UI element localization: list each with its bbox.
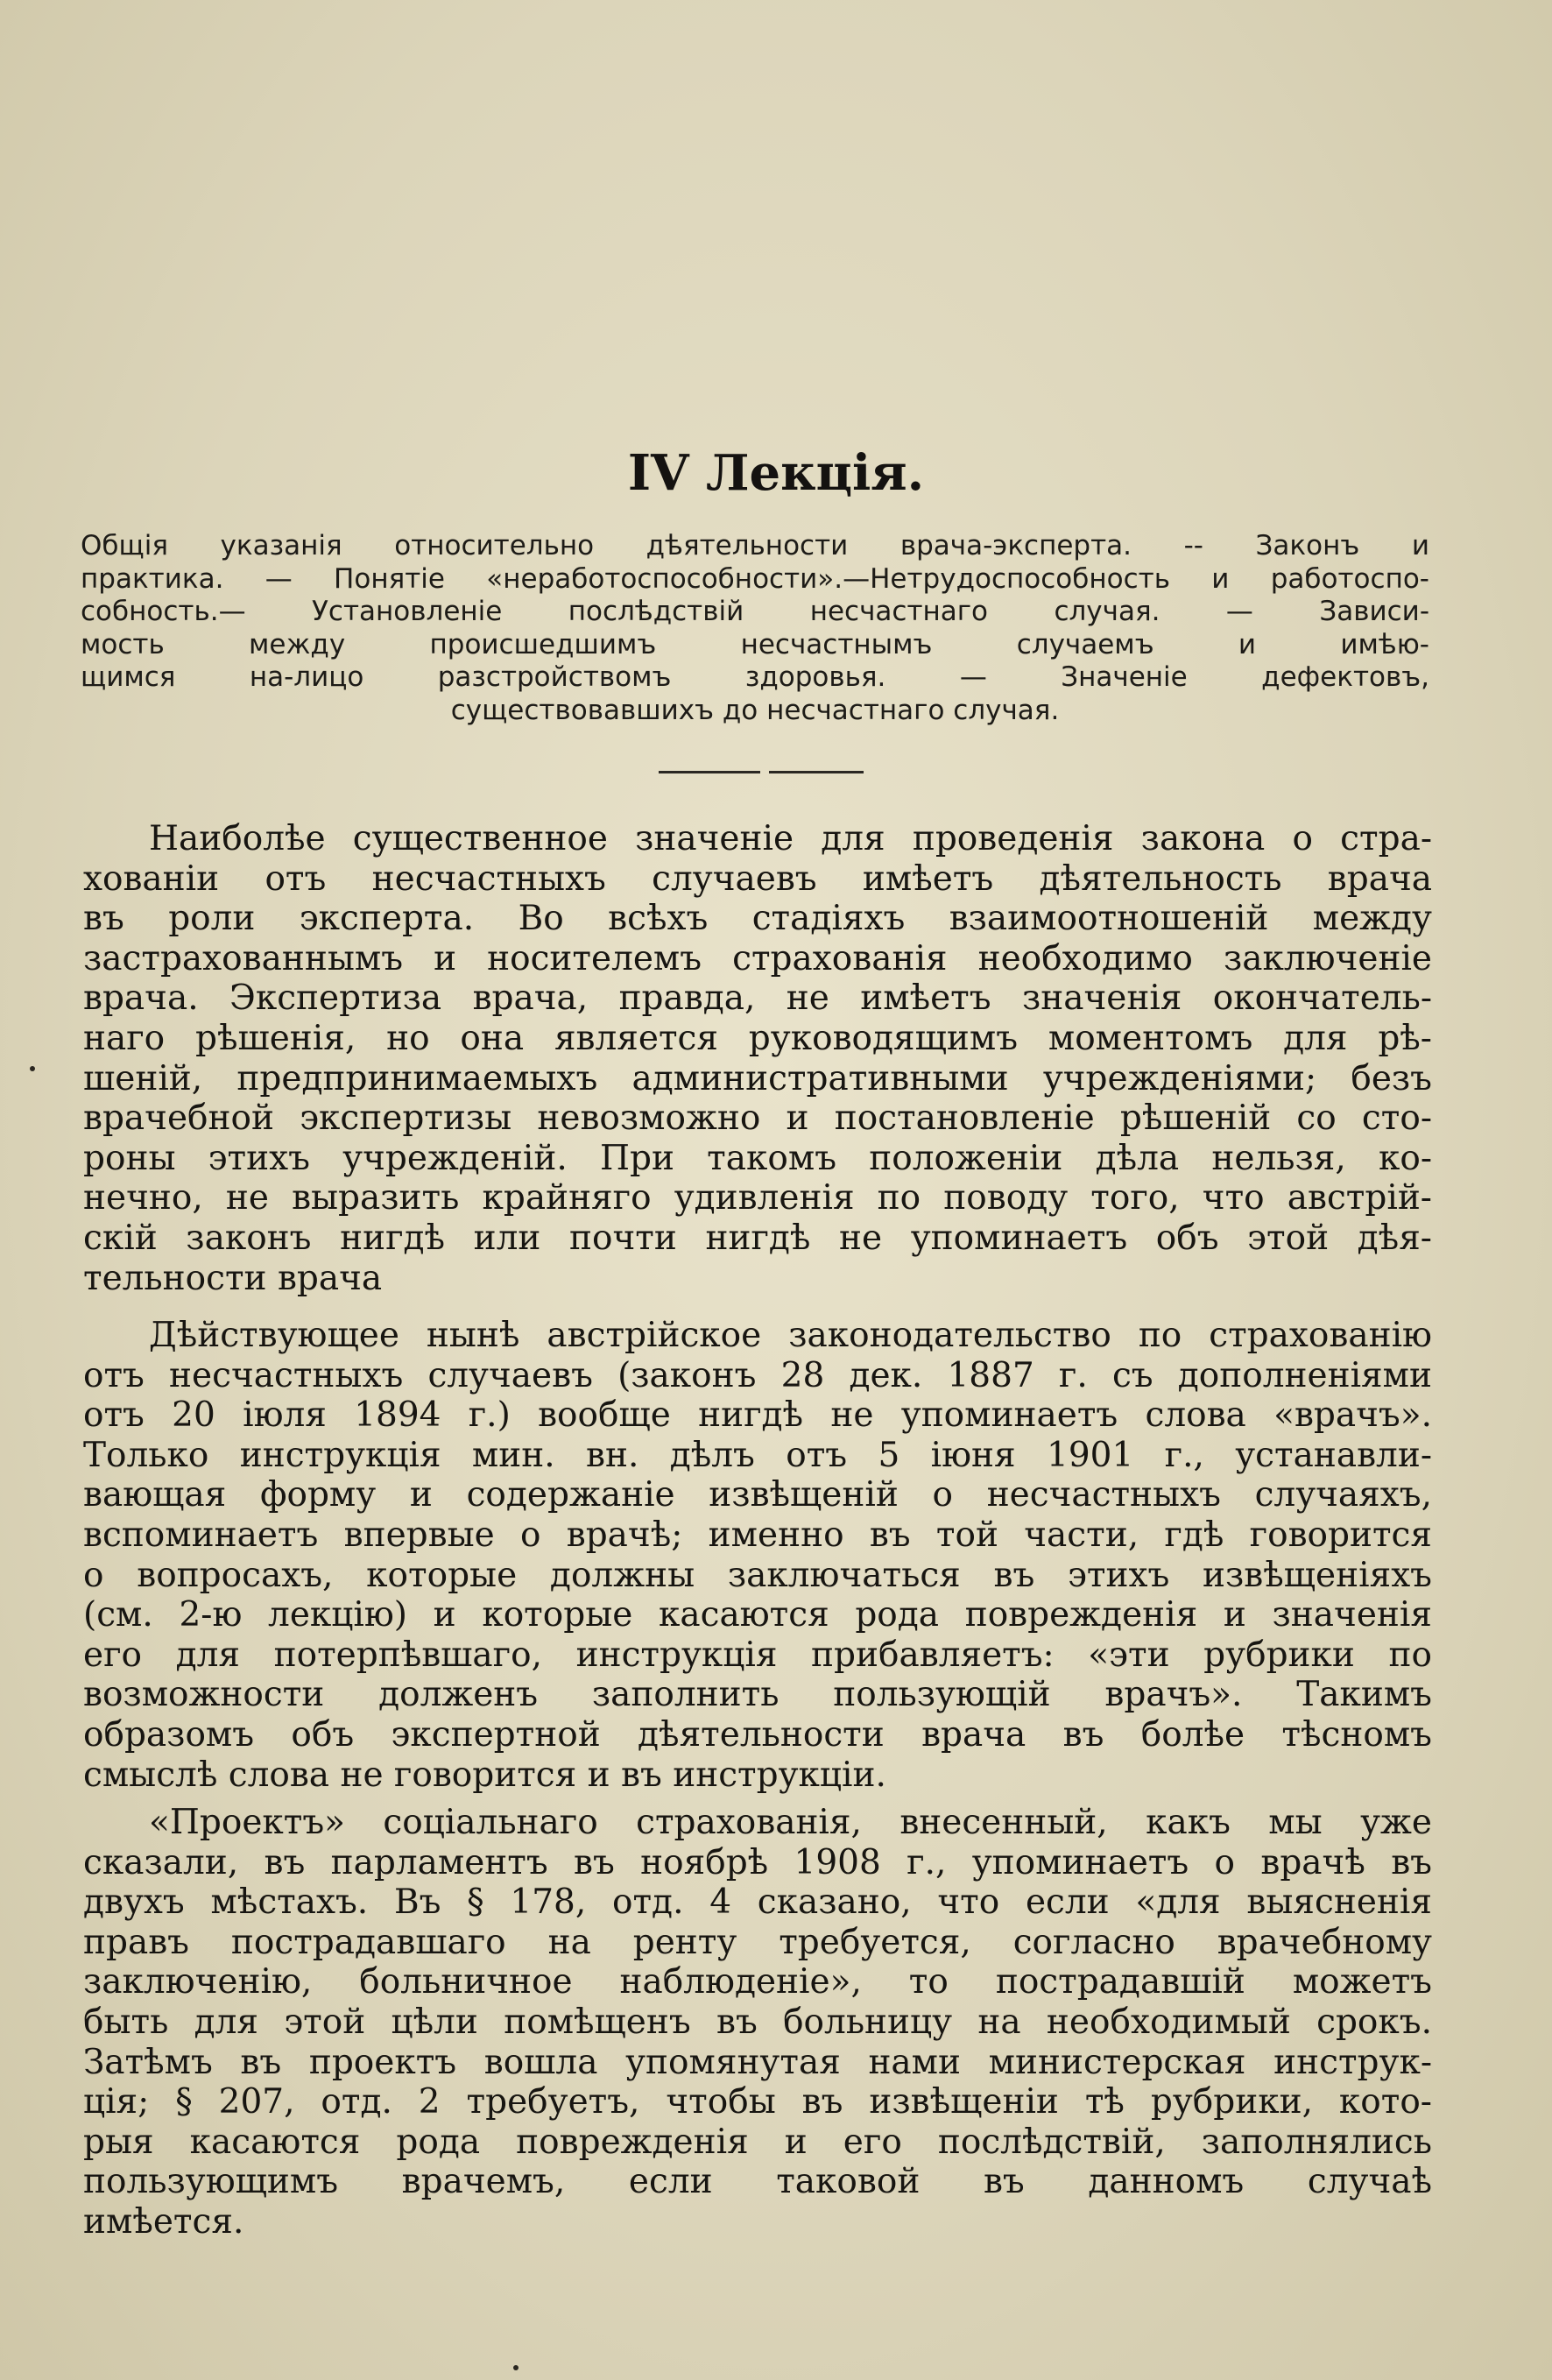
text-line: (см. 2-ю лекцію) и которые касаются рода поврежденія и значенія [83, 1595, 1432, 1635]
text-line: пользующимъ врачемъ, если таковой въ данномъ случаѣ [83, 2162, 1432, 2202]
text-line: наго рѣшенія, но она является руководящимъ моментомъ для рѣ- [83, 1018, 1432, 1058]
lecture-summary [81, 530, 1429, 727]
paragraph-1 [83, 819, 1432, 1298]
paragraph-3 [83, 1803, 1432, 2242]
text-line: врачебной экспертизы невозможно и постановленіе рѣшеній со сто- [83, 1098, 1432, 1139]
text-line: двухъ мѣстахъ. Въ § 178, отд. 4 сказано, что если «для выясненія [83, 1882, 1432, 1923]
text-line: роны этихъ учрежденій. При такомъ положеніи дѣла нельзя, ко- [83, 1138, 1432, 1178]
text-line: въ роли эксперта. Во всѣхъ стадіяхъ взаимоотношеній между [83, 899, 1432, 939]
text-line: о вопросахъ, которые должны заключаться въ этихъ извѣщеніяхъ [83, 1555, 1432, 1595]
lecture-heading: IV Лекція. [627, 444, 925, 502]
section-divider [659, 771, 760, 773]
text-line: смыслѣ слова не говорится и въ инструкціи. [83, 1755, 886, 1795]
text-line: вспоминаетъ впервые о врачѣ; именно въ той части, гдѣ говорится [83, 1515, 1432, 1555]
text-line: отъ несчастныхъ случаевъ (законъ 28 дек. 1887 г. съ дополненіями [83, 1355, 1432, 1395]
text-line: возможности долженъ заполнить пользующій врачъ». Такимъ [83, 1675, 1432, 1715]
text-line: скій законъ нигдѣ или почти нигдѣ не упоминаетъ объ этой дѣя- [83, 1218, 1432, 1258]
summary-line: щимся на-лицо разстройствомъ здоровья. — Значеніе дефектовъ, [81, 661, 1429, 693]
text-line: заключенію, больничное наблюденіе», то пострадавшій можетъ [83, 1962, 1432, 2002]
text-line: образомъ объ экспертной дѣятельности врача въ болѣе тѣсномъ [83, 1714, 1432, 1755]
text-line: тельности врача [83, 1258, 383, 1298]
text-line: шеній, предпринимаемыхъ административными учрежденіями; безъ [83, 1058, 1432, 1098]
text-line: правъ пострадавшаго на ренту требуется, согласно врачебному [83, 1922, 1432, 1962]
text-line: «Проектъ» соціальнаго страхованія, внесенный, какъ мы уже [149, 1803, 1432, 1842]
summary-line: практика. — Понятіе «неработоспособности».—Нетрудоспособность и работоспо- [81, 562, 1429, 595]
summary-line: мость между происшедшимъ несчастнымъ случаемъ и имѣю- [81, 628, 1429, 660]
text-line: застрахованнымъ и носителемъ страхованія необходимо заключеніе [83, 938, 1432, 978]
text-line: сказали, въ парламентъ въ ноябрѣ 1908 г., упоминаетъ о врачѣ въ [83, 1842, 1432, 1882]
summary-line: существовавшихъ до несчастнаго случая. [450, 694, 1060, 726]
paragraph-2 [83, 1316, 1432, 1795]
text-line: быть для этой цѣли помѣщенъ въ больницу на необходимый срокъ. [83, 2002, 1432, 2042]
text-line: вающая форму и содержаніе извѣщеній о несчастныхъ случаяхъ, [83, 1475, 1432, 1515]
text-line: отъ 20 іюля 1894 г.) вообще нигдѣ не упоминаетъ слова «врачъ». [83, 1395, 1432, 1436]
text-line: рыя касаются рода поврежденія и его послѣдствій, заполнялись [83, 2122, 1432, 2162]
text-line: Дѣйствующее нынѣ австрійское законодательство по страхованію [149, 1316, 1432, 1355]
summary-line: Общія указанія относительно дѣятельности врача-эксперта. -- Законъ и [81, 530, 1429, 561]
text-line: Только инструкція мин. вн. дѣлъ отъ 5 іюня 1901 г., устанавли- [83, 1435, 1432, 1475]
text-line: ція; § 207, отд. 2 требуетъ, чтобы въ извѣщеніи тѣ рубрики, кото- [83, 2082, 1432, 2122]
paper-speck [513, 2365, 519, 2370]
text-line: Наиболѣе существенное значеніе для проведенія закона о стра- [149, 819, 1432, 858]
text-line: Затѣмъ въ проектъ вошла упомянутая нами министерская инструк- [83, 2042, 1432, 2082]
paper-speck [30, 1066, 35, 1071]
text-line: нечно, не выразить крайняго удивленія по поводу того, что австрій- [83, 1178, 1432, 1218]
text-line: хованіи отъ несчастныхъ случаевъ имѣетъ дѣятельность врача [83, 858, 1432, 899]
text-line: его для потерпѣвшаго, инструкція прибавляетъ: «эти рубрики по [83, 1635, 1432, 1675]
summary-line: собность.— Установленіе послѣдствій несчастнаго случая. — Зависи- [81, 596, 1429, 627]
section-divider [769, 771, 864, 773]
text-line: имѣется. [83, 2201, 244, 2242]
text-line: врача. Экспертиза врача, правда, не имѣетъ значенія окончатель- [83, 978, 1432, 1019]
